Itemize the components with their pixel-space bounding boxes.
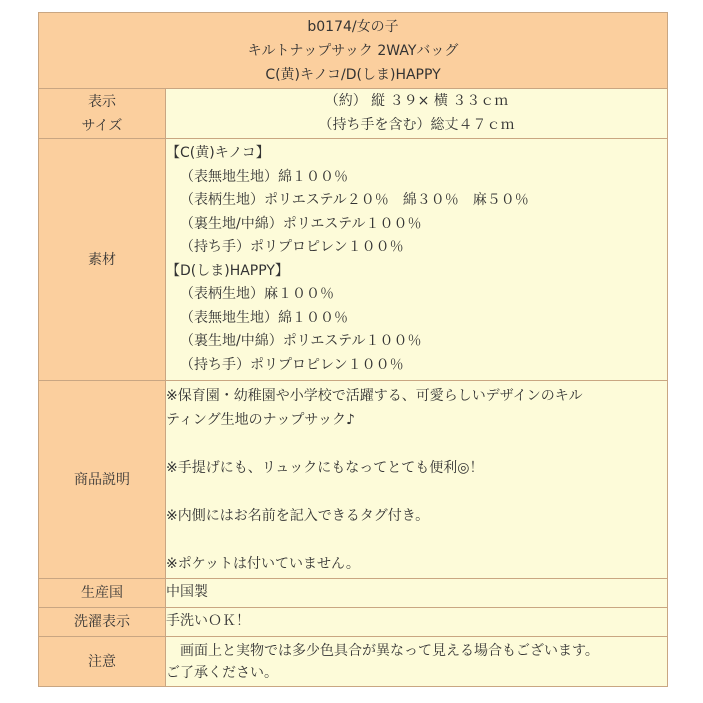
origin-row	[39, 579, 668, 608]
material-item: （表柄生地）麻１００％	[180, 286, 334, 302]
description-line: ティング生地のナップサック♪	[166, 411, 355, 428]
product-variants: C(黄)キノコ/D(しま)HAPPY	[265, 66, 441, 83]
material-group-title: 【C(黄)キノコ】	[166, 145, 270, 161]
description-spacer	[166, 528, 667, 552]
material-label: 素材	[39, 139, 166, 381]
washing-value: 手洗いＯＫ！	[166, 608, 668, 637]
notice-row	[39, 637, 668, 687]
product-title-cell	[39, 13, 668, 89]
material-value	[166, 139, 668, 381]
product-spec-table	[38, 12, 668, 687]
description-spacer	[166, 432, 667, 456]
material-item: （持ち手）ポリプロピレン１００％	[180, 239, 404, 255]
description-paragraph-2: ※手提げにも、リュックにもなってとても便利◎！	[166, 459, 484, 476]
material-item: （表無地生地）綿１００％	[180, 309, 348, 326]
notice-line-2: ご了承ください。	[166, 664, 278, 681]
size-dimensions: （約） 縦 ３９× 横 ３３ｃｍ	[324, 93, 509, 109]
origin-label: 生産国	[39, 579, 166, 608]
description-label: 商品説明	[39, 381, 166, 579]
header-row	[39, 13, 668, 89]
origin-value: 中国製	[166, 579, 668, 608]
product-name: キルトナップサック 2WAYバッグ	[247, 42, 459, 59]
washing-row	[39, 608, 668, 637]
description-spacer	[166, 480, 667, 504]
notice-value	[166, 637, 668, 687]
size-value	[166, 89, 668, 139]
material-item: （表柄生地）ポリエステル２０％ 綿３０％ 麻５０％	[180, 192, 529, 208]
description-line: ※保育園・幼稚園や小学校で活躍する、可愛らしいデザインのキル	[166, 387, 583, 404]
material-group-d	[166, 260, 667, 378]
description-row	[39, 381, 668, 579]
material-item: （裏生地/中綿）ポリエステル１００％	[180, 333, 422, 349]
product-code: b0174/女の子	[307, 18, 399, 35]
size-label	[39, 89, 166, 139]
description-paragraph-1	[166, 384, 667, 432]
material-item: （裏生地/中綿）ポリエステル１００％	[180, 215, 422, 232]
material-group-c	[166, 142, 667, 260]
description-paragraph-4: ※ポケットは付いていません。	[166, 555, 360, 572]
size-label-line-1: 表示	[88, 93, 116, 110]
size-row	[39, 89, 668, 139]
material-group-title: 【D(しま)HAPPY】	[166, 262, 289, 279]
material-row	[39, 139, 668, 381]
size-total-length: （持ち手を含む）総丈４７ｃｍ	[318, 116, 515, 133]
material-item: （持ち手）ポリプロピレン１００％	[180, 356, 404, 373]
washing-label: 洗濯表示	[39, 608, 166, 637]
material-item: （表無地生地）綿１００％	[180, 168, 348, 185]
description-value	[166, 381, 668, 579]
size-label-line-2: サイズ	[81, 117, 123, 134]
notice-label: 注意	[39, 637, 166, 687]
description-paragraph-3: ※内側にはお名前を記入できるタグ付き。	[166, 507, 430, 524]
notice-line-1: 画面上と実物では多少色具合が異なって見える場合もございます。	[180, 642, 599, 659]
